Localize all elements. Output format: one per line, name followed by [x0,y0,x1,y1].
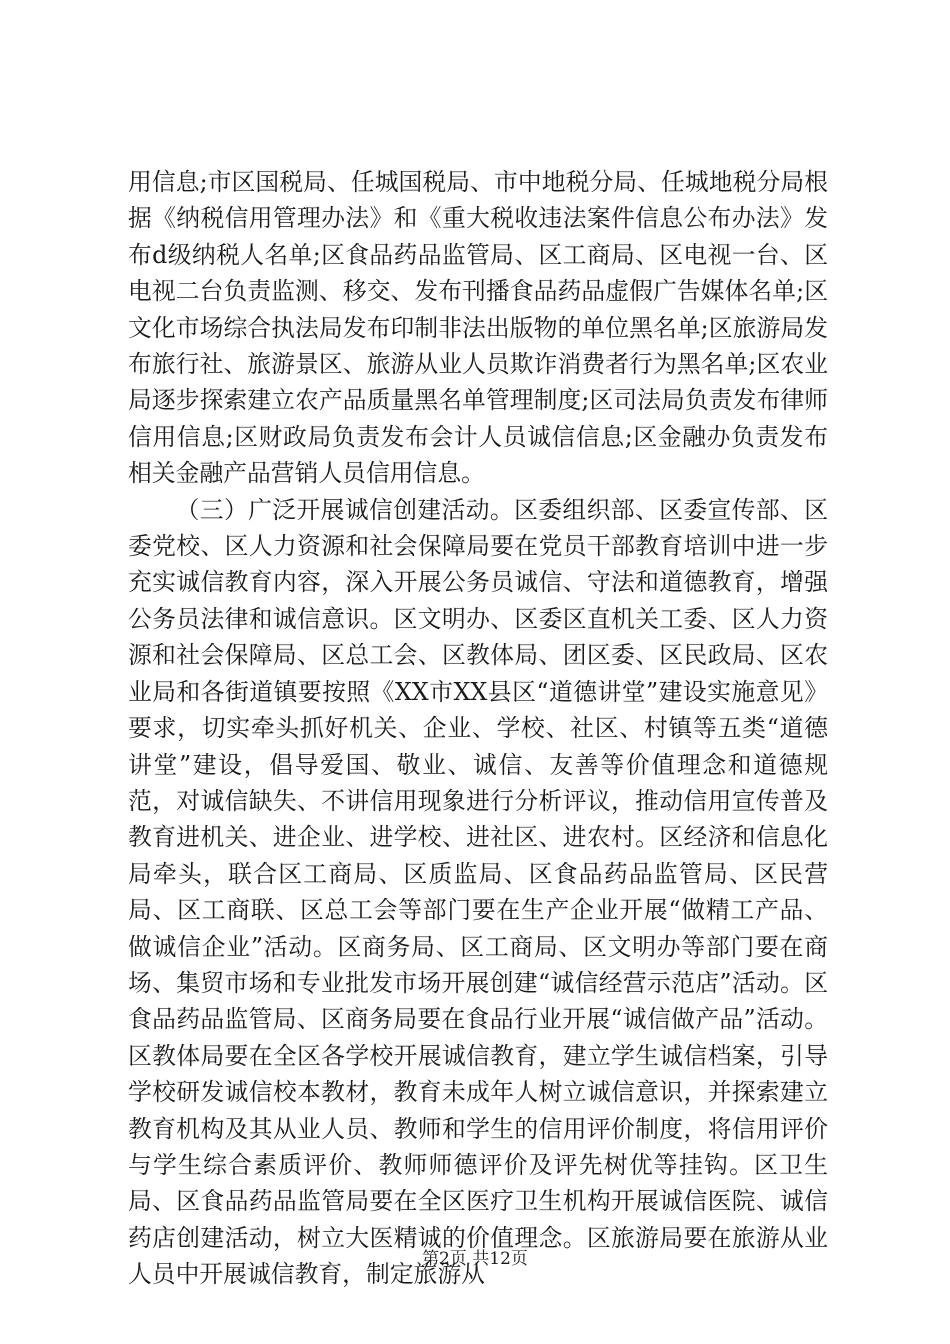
page-number-label: 第2页 共12页 [422,1249,528,1269]
paragraph-section-three: （三）广泛开展诚信创建活动。区委组织部、区委宣传部、区委党校、区人力资源和社会保障局要在党员干部教育培训中进一步充实诚信教育内容，深入开展公务员诚信、守法和道德教育，增强公务员法律和诚信意识。区文明办、区委区直机关工委、区人力资源和社会保障局、区总工会、区教体局、团区委、区民政局、区农业局和各街道镇要按照《XX市XX县区“道德讲堂”建设实施意见》要求，切实牵头抓好机关、企业、学校、社区、村镇等五类“道德讲堂”建设，倡导爱国、敬业、诚信、友善等价值理念和道德规范，对诚信缺失、不讲信用现象进行分析评议，推动信用宣传普及教育进机关、进企业、进学校、进社区、进农村。区经济和信息化局牵头，联合区工商局、区质监局、区食品药品监管局、区民营局、区工商联、区总工会等部门要在生产企业开展“做精工产品、做诚信企业”活动。区商务局、区工商局、区文明办等部门要在商场、集贸市场和专业批发市场开展创建“诚信经营示范店”活动。区食品药品监管局、区商务局要在食品行业开展“诚信做产品”活动。区教体局要在全区各学校开展诚信教育，建立学生诚信档案，引导学校研发诚信校本教材，教育未成年人树立诚信意识，并探索建立教育机构及其从业人员、教师和学生的信用评价制度，将信用评价与学生综合素质评价、教师师德评价及评先树优等挂钩。区卫生局、区食品药品监管局要在全区医疗卫生机构开展诚信医院、诚信药店创建活动，树立大医精诚的价值理念。区旅游局要在旅游从业人员中开展诚信教育，制定旅游从 [128,495,828,1289]
paragraph-continued: 用信息;市区国税局、任城国税局、市中地税分局、任城地税分局根据《纳税信用管理办法》和《重大税收违法案件信息公布办法》发布d级纳税人名单;区食品药品监管局、区工商局、区电视一台、区电视二台负责监测、移交、发布刊播食品药品虚假广告媒体名单;区文化市场综合执法局发布印制非法出版物的单位黑名单;区旅游局发布旅行社、旅游景区、旅游从业人员欺诈消费者行为黑名单;区农业局逐步探索建立农产品质量黑名单管理制度;区司法局负责发布律师信用信息;区财政局负责发布会计人员诚信信息;区金融办负责发布相关金融产品营销人员信用信息。 [128,168,828,488]
document-body [128,164,828,1293]
page-footer [0,1244,950,1269]
